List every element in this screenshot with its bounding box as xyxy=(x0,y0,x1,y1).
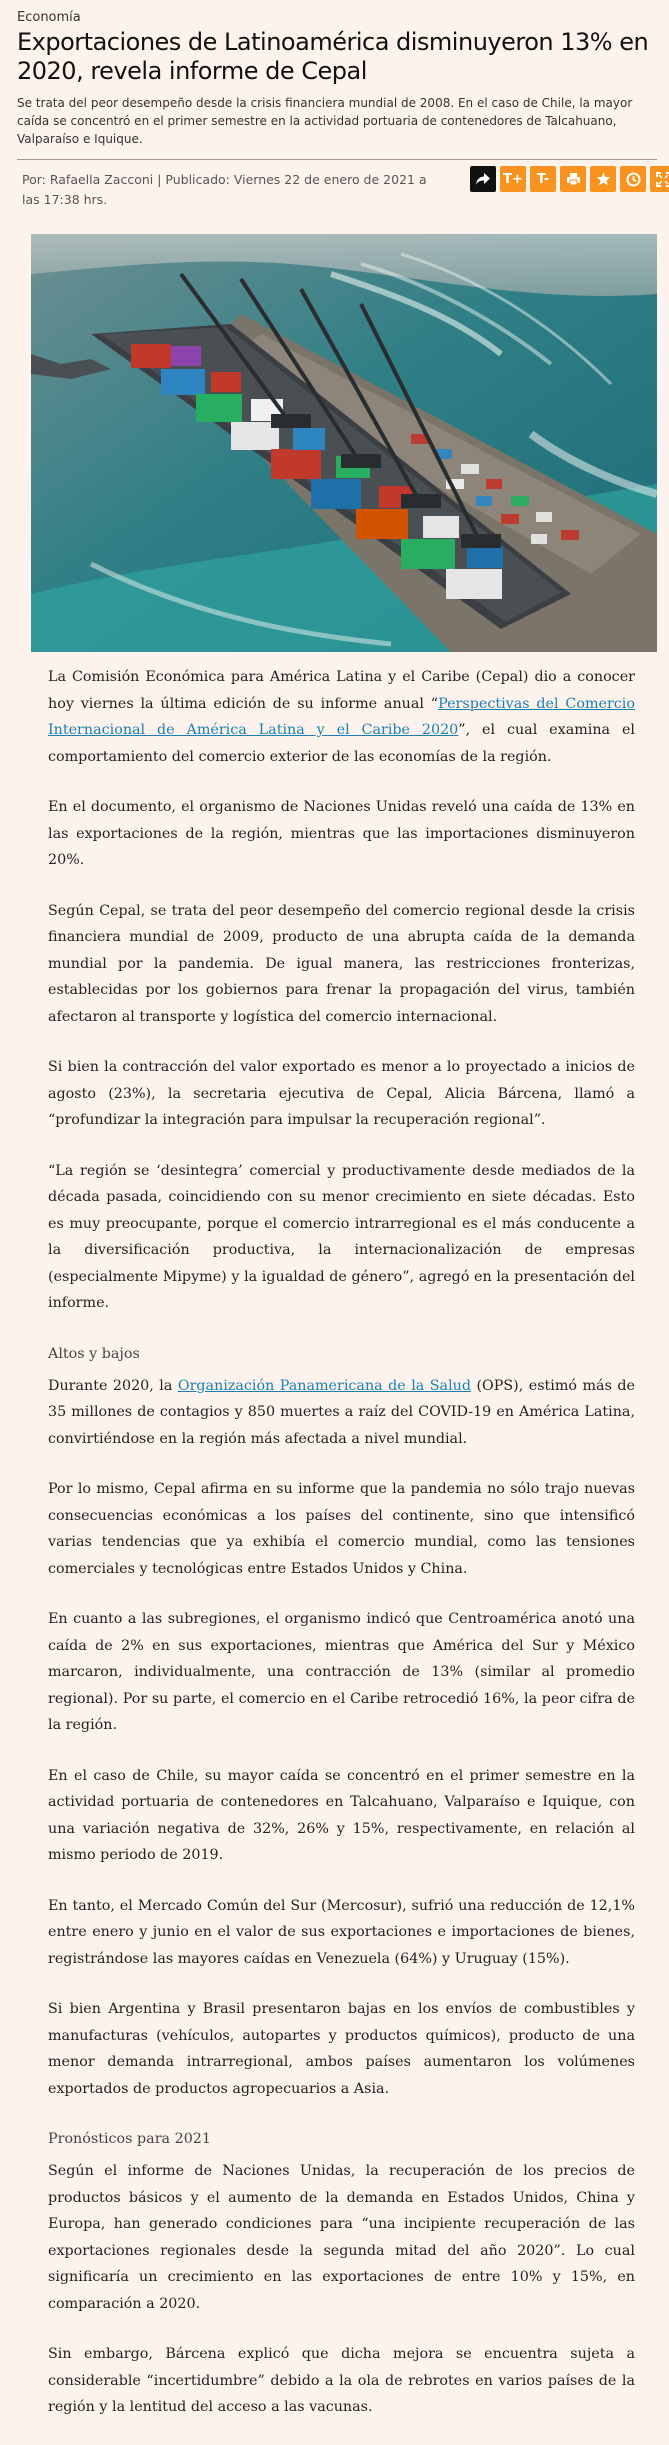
paragraph-4: Si bien la contracción del valor exportado es menor a lo proyectado a inicios de agosto (23%), la secretaria ejecutiva de Cepal, Alicia Bárcena, llamó a “profundizar la integración para impulsar la recuperación regional”. xyxy=(48,1054,635,1134)
section-link[interactable]: Economía xyxy=(17,10,81,25)
paragraph-8: En cuanto a las subregiones, el organismo indicó que Centroamérica anotó una caída de 2% en sus exportaciones, mientras que América del Sur y México marcaron, individualmente, una contracción de 13% (similar al promedio regional). Por su parte, el comercio en el Caribe retrocedió 16%, la peor cifra de la región. xyxy=(48,1606,635,1739)
paragraph-9: En el caso de Chile, su mayor caída se concentró en el primer semestre en la actividad portuaria de contenedores en Talcahuano, Valparaíso e Iquique, con una variación negativa de 32%, 26% y 15%, respectivamente, en relación al mismo periodo de 2019. xyxy=(48,1763,635,1869)
subheading-altos-y-bajos: Altos y bajos xyxy=(48,1341,635,1367)
paragraph-6-text: Durante 2020, la xyxy=(48,1378,178,1394)
paragraph-7: Por lo mismo, Cepal afirma en su informe que la pandemia no sólo trajo nuevas consecuencias económicas a los países del continente, sino que intensificó varias tendencias que ya exhibía el comercio mundial, como las tensiones comerciales y tecnológicas entre Estados Unidos y China. xyxy=(48,1476,635,1582)
star-icon xyxy=(596,172,611,186)
expand-icon xyxy=(656,172,669,187)
font-decrease-button[interactable]: T- xyxy=(530,166,556,192)
divider xyxy=(17,159,657,160)
printer-icon xyxy=(566,172,581,186)
report-link[interactable]: Perspectivas del Comercio Internacional de América Latina y el Caribe 2020 xyxy=(48,696,635,739)
paragraph-2: En el documento, el organismo de Naciones Unidas reveló una caída de 13% en las exportaciones de la región, mientras que las importaciones disminuyeron 20%. xyxy=(48,794,635,874)
font-increase-button[interactable]: T+ xyxy=(500,166,526,192)
paragraph-10: En tanto, el Mercado Común del Sur (Mercosur), sufrió una reducción de 12,1% entre enero y junio en el valor de sus exportaciones e importaciones de bienes, registrándose las mayores caídas en Venezuela (64%) y Uruguay (15%). xyxy=(48,1893,635,1973)
paragraph-13: Sin embargo, Bárcena explicó que dicha mejora se encuentra sujeta a considerable “incertidumbre” debido a la ola de rebrotes en varios países de la región y la lentitud del acceso a las vacunas. xyxy=(48,2341,635,2421)
port-aerial-photo xyxy=(31,234,657,652)
print-button[interactable] xyxy=(560,166,586,192)
paragraph-3: Según Cepal, se trata del peor desempeño del comercio regional desde la crisis financiera mundial de 2009, producto de una abrupta caída de la demanda mundial por la pandemia. De igual manera, las restricciones fronterizas, establecidas por los gobiernos para frenar la propagación del virus, también afectaron al transporte y logística del comercio internacional. xyxy=(48,898,635,1031)
clock-icon xyxy=(626,172,641,187)
fullscreen-button[interactable] xyxy=(650,166,669,192)
article-body xyxy=(48,664,635,2445)
byline: Por: Rafaella Zacconi | Publicado: Viernes 22 de enero de 2021 a las 17:38 hrs. xyxy=(22,170,432,210)
paragraph-6 xyxy=(48,1373,635,1453)
paragraph-12: Según el informe de Naciones Unidas, la recuperación de los precios de productos básicos y el aumento de la demanda en Estados Unidos, China y Europa, han generado condiciones para “una incipiente recuperación de las exportaciones regionales desde la segunda mitad del año 2020”. Lo cual significaría un crecimiento en las exportaciones de entre 10% y 15%, en comparación a 2020. xyxy=(48,2158,635,2317)
paragraph-1-text: La Comisión Económica para América Latina y el Caribe (Cepal) dio a conocer hoy viernes la última edición de su informe anual “ xyxy=(48,669,635,712)
history-button[interactable] xyxy=(620,166,646,192)
share-arrow-icon xyxy=(475,172,491,186)
subheading-pronosticos: Pronósticos para 2021 xyxy=(48,2126,635,2152)
paragraph-1-text-end: ”, el cual examina el comportamiento del comercio exterior de las economías de la región. xyxy=(48,722,635,765)
share-button[interactable] xyxy=(470,166,496,192)
paragraph-6-text-end: (OPS), estimó más de 35 millones de contagios y 850 muertes a raíz del COVID-19 en América Latina, convirtiéndose en la región más afectada a nivel mundial. xyxy=(48,1378,635,1447)
ops-link[interactable]: Organización Panamericana de la Salud xyxy=(178,1378,471,1394)
paragraph-11: Si bien Argentina y Brasil presentaron bajas en los envíos de combustibles y manufacturas (vehículos, autopartes y productos químicos), producto de una menor demanda intrarregional, ambos países aumentaron los volúmenes exportados de productos agropecuarios a Asia. xyxy=(48,1996,635,2102)
article-summary: Se trata del peor desempeño desde la crisis financiera mundial de 2008. En el caso de Chile, la mayor caída se concentró en el primer semestre en la actividad portuaria de contenedores de Talcahuano, Valparaíso e Iquique. xyxy=(17,94,657,148)
headline: Exportaciones de Latinoamérica disminuyeron 13% en 2020, revela informe de Cepal xyxy=(17,28,657,86)
article-toolbar xyxy=(470,166,669,192)
favorite-button[interactable] xyxy=(590,166,616,192)
paragraph-5: “La región se ‘desintegra’ comercial y productivamente desde mediados de la década pasada, coincidiendo con su menor crecimiento en siete décadas. Esto es muy preocupante, porque el comercio intrarregional es el más conducente a la diversificación productiva, la internacionalización de empresas (especialmente Mipyme) y la igualdad de género”, agregó en la presentación del informe. xyxy=(48,1158,635,1317)
paragraph-1 xyxy=(48,664,635,770)
